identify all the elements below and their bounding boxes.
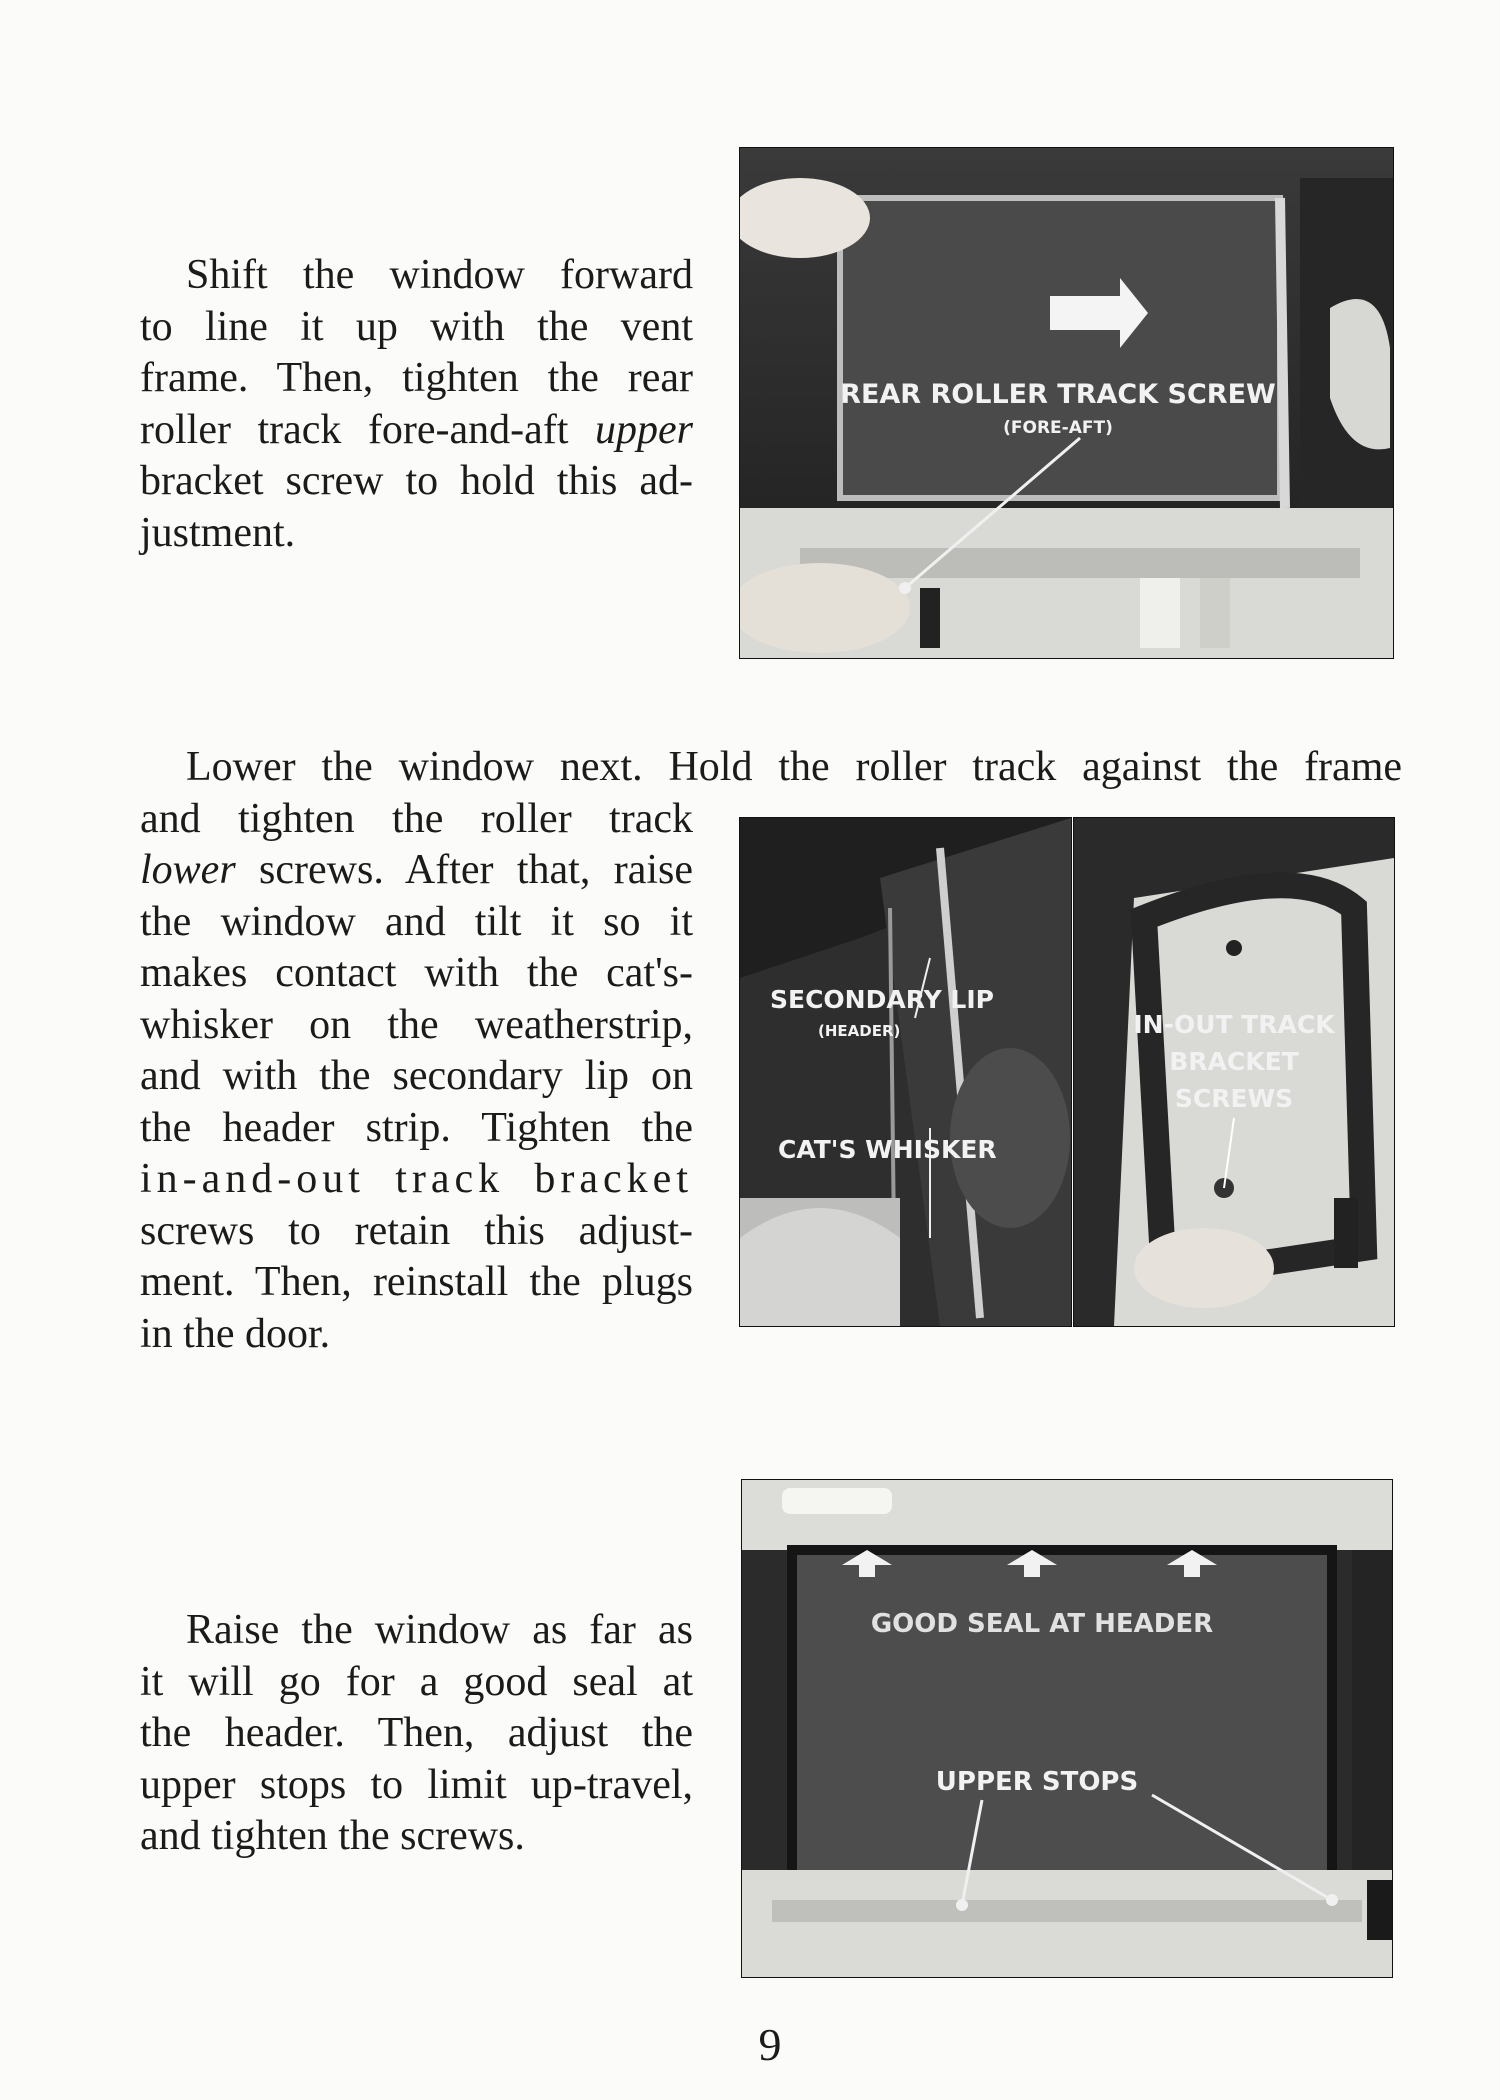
text-line: ment. Then, reinstall the plugs: [140, 1259, 693, 1305]
text-line: the header strip. Tighten the: [140, 1104, 693, 1151]
page-number: 9: [758, 2019, 782, 2070]
text-line: whisker on the weatherstrip,: [140, 1001, 693, 1048]
secondary-lip-label: SECONDARY LIP: [770, 985, 994, 1014]
text-line: Lower the window next. Hold the roller track against the frame: [186, 744, 1402, 790]
text-line: and tighten the roller track: [140, 795, 693, 842]
text-line: in-and-out track bracket: [140, 1156, 693, 1202]
header-label: (HEADER): [818, 1022, 901, 1040]
in-out-track-label: IN-OUT TRACK: [1133, 1010, 1335, 1039]
good-seal-illustration: [742, 1480, 1392, 1977]
emphasis: upper: [595, 406, 693, 453]
text-line: the window and tilt it so it: [140, 898, 693, 945]
text-line: frame. Then, tighten the rear: [140, 355, 693, 401]
rear-roller-track-label: REAR ROLLER TRACK SCREW: [840, 379, 1276, 410]
text-line: it will go for a good seal at: [140, 1658, 693, 1705]
text-line: and tighten the screws.: [140, 1813, 525, 1859]
good-seal-photo: [742, 1480, 1392, 1977]
step-2-lead: [140, 742, 1402, 794]
secondary-lip-photo: [740, 818, 1071, 1326]
text-line: [140, 845, 693, 897]
upper-stops-label: UPPER STOPS: [935, 1767, 1139, 1797]
bracket-label: BRACKET: [1169, 1047, 1299, 1076]
text-line: upper stops to limit up-travel,: [140, 1761, 693, 1808]
text-line: Raise the window as far as: [186, 1607, 693, 1653]
text-line: screws to retain this adjust-: [140, 1207, 693, 1254]
text-line: in the door.: [140, 1310, 331, 1357]
secondary-lip-illustration: [740, 818, 1071, 1326]
step-3-text: [140, 1605, 693, 1863]
step-1-text: [140, 250, 693, 559]
rear-roller-track-photo: [740, 148, 1393, 658]
text-run: screws. After that, raise: [235, 847, 693, 893]
good-seal-label: GOOD SEAL AT HEADER: [870, 1609, 1214, 1639]
in-out-track-illustration: [1074, 818, 1394, 1326]
screws-label: SCREWS: [1174, 1084, 1294, 1113]
text-line: [140, 405, 693, 457]
in-out-track-photo: [1074, 818, 1394, 1326]
emphasis: lower: [140, 847, 236, 893]
text-line: and with the secondary lip on: [140, 1053, 693, 1099]
text-run: roller track fore-and-aft: [140, 406, 595, 453]
text-line: Shift the window forward: [186, 252, 693, 298]
text-line: makes contact with the cat's-: [140, 950, 693, 996]
step-2-text: [140, 794, 693, 1361]
text-line: justment.: [140, 509, 296, 556]
text-line: to line it up with the vent: [140, 303, 693, 350]
rear-roller-track-illustration: [740, 148, 1393, 658]
text-line: bracket screw to hold this ad-: [140, 458, 693, 504]
text-line: the header. Then, adjust the: [140, 1710, 693, 1756]
cats-whisker-label: CAT'S WHISKER: [778, 1135, 997, 1164]
fore-aft-label: (FORE-AFT): [1003, 418, 1113, 438]
